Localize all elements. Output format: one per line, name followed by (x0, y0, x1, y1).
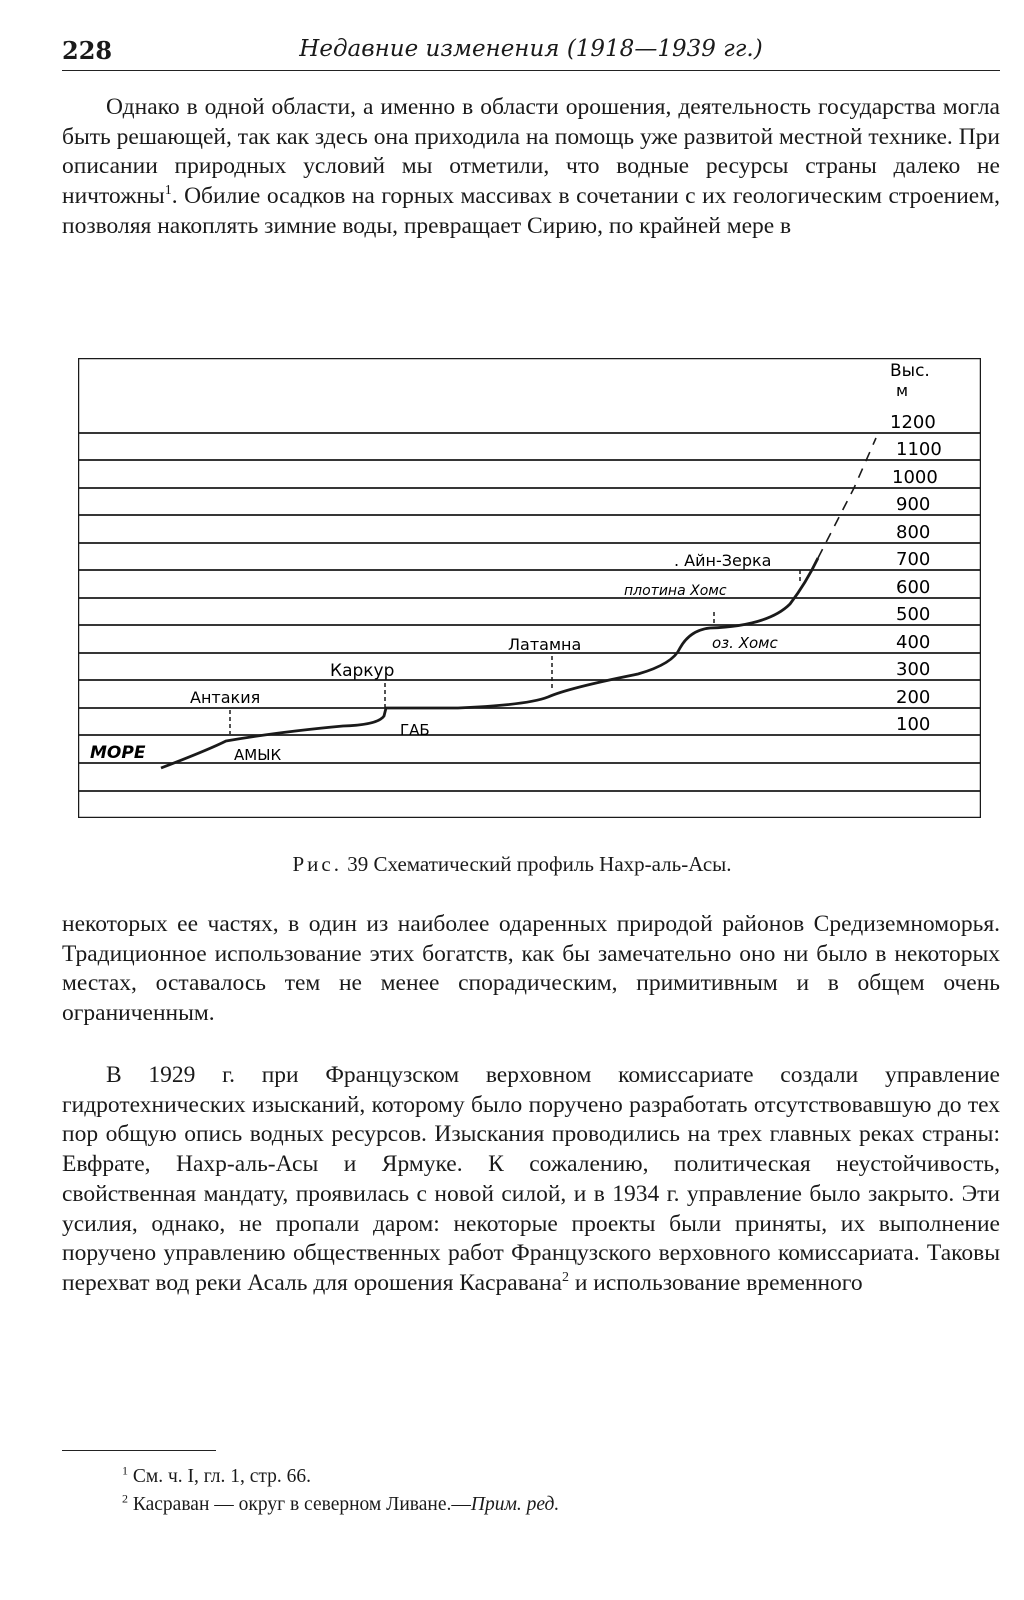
tick-label: 800 (896, 522, 931, 543)
running-title: Недавние изменения (1918—1939 гг.) (299, 36, 763, 62)
footnote-ref-2: 2 (561, 1270, 569, 1286)
footnote-marker: 1 (122, 1463, 128, 1478)
paragraph-2: некоторых ее частях, в один из наиболее одаренных природой районов Средиземноморья. Традиционное использование этих богатств, как бы замечательно оно ни было в некоторых местах, оставалось тем не менее спорадическим, примитивным и в общем очень ограниченным. (62, 911, 1000, 1027)
tick-label: 1200 (890, 412, 936, 433)
label-karkur: Каркур (330, 661, 395, 681)
axis-title-line1: Выс. (890, 361, 930, 381)
dashed-tributary-line (818, 438, 876, 558)
tick-label: 400 (896, 632, 931, 653)
tick-label: 1000 (892, 467, 938, 488)
label-gab: ГАБ (400, 721, 430, 739)
figure-caption (0, 852, 1024, 877)
caption-label: Рис. (292, 852, 342, 876)
axis-title-line2: м (896, 381, 909, 400)
altitude-grid (78, 433, 981, 791)
label-sea: МОРЕ (90, 743, 146, 763)
footnote-ref-1: 1 (164, 183, 172, 199)
paragraph-1-text-cont: . Обилие осадков на горных массивах в сочетании с их геологическим строением, позволяя накоплять зимние воды, превращает Сирию, по крайней мере в (62, 183, 1000, 239)
page-header (62, 30, 1000, 71)
paragraph-1 (62, 93, 1000, 242)
label-lake-homs: оз. Хомс (712, 634, 778, 652)
paragraph-3-text-cont: и использование временного (568, 1269, 863, 1296)
footnote-2 (122, 1491, 560, 1516)
footnote-1 (122, 1463, 312, 1488)
label-antakya: Антакия (190, 688, 261, 707)
page-number: 228 (62, 36, 113, 65)
label-dam-homs: плотина Хомс (624, 583, 727, 599)
tick-label: 200 (896, 687, 931, 708)
footnote-marker: 2 (122, 1491, 128, 1506)
footnote-text: См. ч. I, гл. 1, стр. 66. (132, 1466, 312, 1487)
tick-label: 500 (896, 604, 931, 625)
label-latamna: Латамна (508, 635, 582, 654)
tick-label: 700 (896, 549, 931, 570)
paragraph-1-text: Однако в одной области, а именно в области орошения, деятельность государства могла быть решающей, так как здесь она приходила на помощь уже развитой местной технике. При описании природных условий мы отметили, что водные ресурсы страны далеко не ничтожны (62, 94, 1000, 210)
tick-label: 600 (896, 577, 931, 598)
river-profile-figure (78, 358, 981, 818)
figure-border (78, 358, 981, 818)
footnote-text: Касраван — округ в северном Ливане.— (132, 1494, 471, 1515)
tick-label: 1100 (896, 439, 942, 460)
label-ain-zerka: . Айн-Зерка (674, 551, 772, 570)
label-amik: АМЫК (234, 746, 282, 764)
tick-label: 300 (896, 659, 931, 680)
paragraph-3-text: В 1929 г. при Французском верховном комиссариате создали управление гидротехнических изысканий, которому было поручено разработать отсутствовавшую до тех пор общую опись водных ресурсов. Изыскания проводились на трех главных реках страны: Евфрате, Нахр-аль-Асы и Ярмуке. К сожалению, политическая неустойчивость, свойственная мандату, проявилась с новой силой, и в 1934 г. управление было закрыто. Эти усилия, однако, не пропали даром: некоторые проекты были приняты, их выполнение поручено управлению общественных работ Французского верховного комиссариата. Таковы перехват вод реки Асаль для орошения Касравана (62, 1062, 1000, 1296)
tick-label: 900 (896, 494, 931, 515)
paragraph-3 (62, 1061, 1000, 1299)
footnote-divider (62, 1450, 216, 1451)
footnote-editor-note: Прим. ред. (470, 1494, 560, 1515)
tick-label: 100 (896, 714, 931, 735)
caption-text: 39 Схематический профиль Нахр-аль-Асы. (341, 852, 732, 876)
